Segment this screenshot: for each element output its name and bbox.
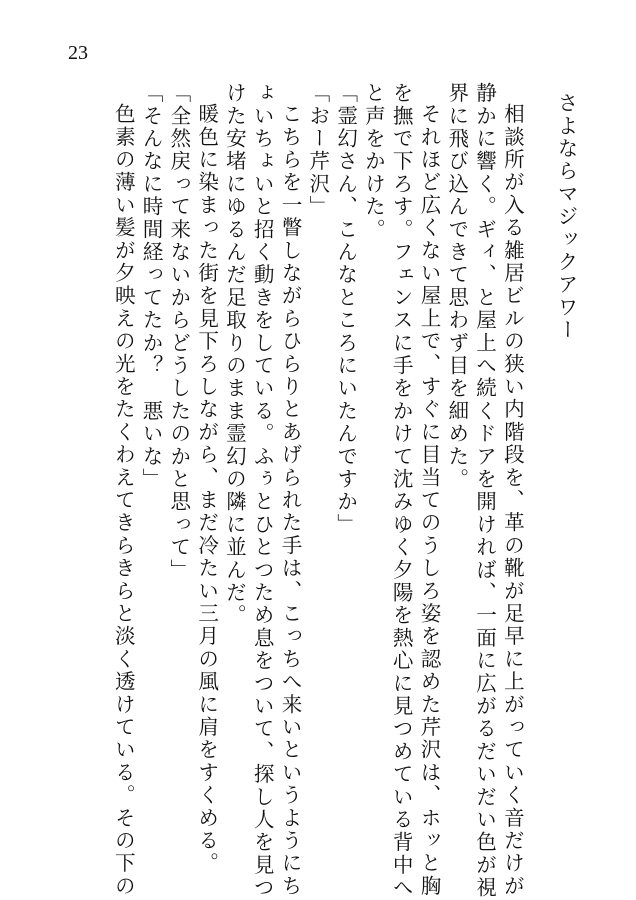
text-column: けた安堵にゆるんだ足取りのまま霊幻の隣に並んだ。 bbox=[222, 82, 247, 627]
chapter-title: さよならマジックアワー bbox=[554, 92, 578, 342]
text-column: それほど広くない屋上で、すぐに目当てのうしろ姿を認めた芹沢は、ホッと胸 bbox=[417, 103, 442, 898]
page-number: 23 bbox=[68, 42, 88, 64]
dialogue-column: 「全然戻って来ないからどうしたのかと思って」 bbox=[166, 82, 191, 582]
dialogue-column: 「そんなに時間経ってたか？ 悪いな」 bbox=[139, 82, 164, 491]
text-column: 色素の薄い髪が夕映えの光をたくわえてきらきらと淡く透けている。その下の bbox=[111, 103, 136, 898]
dialogue-column: 「霊幻さん、こんなところにいたんですか」 bbox=[333, 82, 358, 536]
text-column: 暖色に染まった街を見下ろしながら、まだ冷たい三月の風に肩をすくめる。 bbox=[194, 103, 219, 875]
text-column: ょいちょいと招く動きをしている。ふぅとひとつため息をついて、探し人を見つ bbox=[250, 82, 275, 900]
text-column: こちらを一瞥しながらひらりとあげられた手は、こっちへ来いというようにち bbox=[278, 103, 303, 898]
text-column: 静かに響く。ギィ、と屋上へ続くドアを開ければ、一面に広がるだいだい色が視 bbox=[472, 82, 497, 900]
vertical-text-body bbox=[90, 80, 580, 900]
text-column: を撫で下ろす。フェンスに手をかけて沈みゆく夕陽を熱心に見つめている背中へ bbox=[389, 82, 414, 900]
title-spacer bbox=[528, 80, 548, 860]
dialogue-column: 「おー芹沢」 bbox=[305, 82, 330, 219]
text-column: 界に飛び込んできて思わず目を細めた。 bbox=[444, 82, 469, 491]
text-column: と声をかけた。 bbox=[361, 82, 386, 241]
text-column: 相談所が入る雑居ビルの狭い内階段を、革の靴が足早に上がっていく音だけが bbox=[500, 103, 525, 898]
